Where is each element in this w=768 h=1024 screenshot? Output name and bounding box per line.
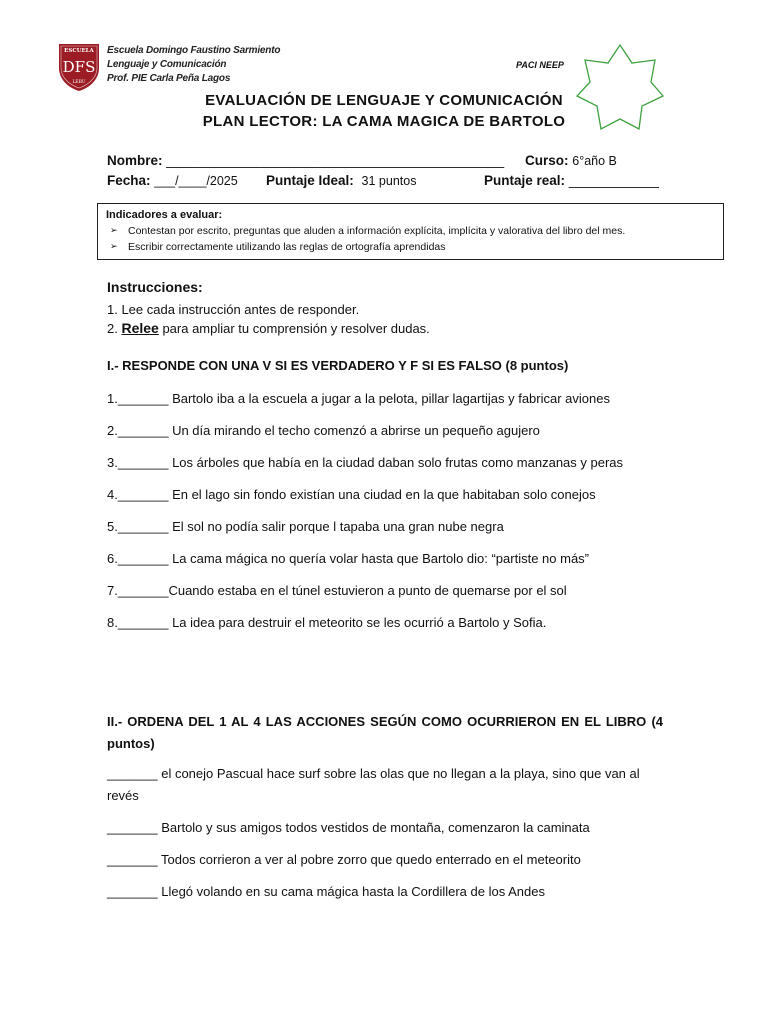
teacher-name: Prof. PIE Carla Peña Lagos — [107, 73, 231, 84]
section-1-heading: I.- RESPONDE CON UNA V SI ES VERDADERO Y F SI ES FALSO (8 puntos) — [107, 358, 569, 373]
paci-label: PACI NEEP — [516, 60, 564, 70]
order-item-2: _______ Bartolo y sus amigos todos vestidos de montaña, comenzaron la caminata — [107, 820, 590, 835]
arrow-bullet-icon: ➢ — [110, 225, 118, 235]
indicator-text: Escribir correctamente utilizando las reglas de ortografía aprendidas — [128, 241, 446, 253]
order-item-4: _______ Llegó volando en su cama mágica hasta la Cordillera de los Andes — [107, 884, 545, 899]
instruction-2-bold: Relee — [121, 320, 159, 336]
arrow-bullet-icon: ➢ — [110, 241, 118, 251]
school-logo-icon — [57, 42, 101, 92]
question-2: 2._______ Un día mirando el techo comenzó a abrirse un pequeño agujero — [107, 423, 540, 438]
indicators-title: Indicadores a evaluar: — [106, 209, 223, 221]
order-item-1: _______ el conejo Pascual hace surf sobre las olas que no llegan a la playa, sino que van al revés — [107, 766, 640, 803]
instruction-2 — [107, 320, 430, 336]
curso-value: 6°año B — [572, 154, 617, 168]
puntaje-real-field[interactable]: ____________ — [568, 173, 659, 188]
logo-text-top: ESCUELA — [64, 48, 94, 54]
instruction-2-prefix: 2. — [107, 321, 122, 336]
question-4: 4._______ En el lago sin fondo existían una ciudad en la que habitaban solo conejos — [107, 487, 596, 502]
puntaje-ideal-value: 31 puntos — [361, 174, 417, 188]
title-line-2: PLAN LECTOR: LA CAMA MAGICA DE BARTOLO — [202, 113, 566, 130]
fecha-row — [107, 173, 238, 188]
instructions-heading: Instrucciones: — [107, 279, 203, 295]
subject-name: Lenguaje y Comunicación — [107, 59, 227, 70]
question-7: 7._______Cuando estaba en el túnel estuvieron a punto de quemarse por el sol — [107, 583, 567, 598]
puntaje-real-row — [484, 173, 659, 188]
curso-label: Curso: — [525, 153, 569, 168]
question-8: 8._______ La idea para destruir el meteorito se les ocurrió a Bartolo y Sofia. — [107, 615, 547, 630]
indicators-box — [97, 203, 724, 260]
section-2-heading: II.- ORDENA DEL 1 AL 4 LAS ACCIONES SEGÚN COMO OCURRIERON EN EL LIBRO (4 puntos) — [107, 714, 663, 751]
indicator-item — [110, 225, 626, 237]
puntaje-real-label: Puntaje real: — [484, 173, 566, 188]
nombre-row — [107, 153, 504, 168]
puntaje-ideal-label: Puntaje Ideal: — [266, 173, 354, 188]
question-1: 1._______ Bartolo iba a la escuela a jugar a la pelota, pillar lagartijas y fabricar aviones — [107, 391, 610, 406]
title-line-1: EVALUACIÓN DE LENGUAJE Y COMUNICACIÓN — [205, 92, 563, 109]
indicator-text: Contestan por escrito, preguntas que aluden a información explícita, implícita y valorativa del libro del mes. — [128, 225, 626, 237]
instruction-1: 1. Lee cada instrucción antes de responder. — [107, 302, 360, 317]
fecha-label: Fecha: — [107, 173, 151, 188]
curso-row — [525, 153, 617, 168]
order-item-3: _______ Todos corrieron a ver al pobre zorro que quedo enterrado en el meteorito — [107, 852, 581, 867]
fecha-field[interactable]: ___/____/2025 — [154, 174, 238, 188]
puntaje-ideal-row — [266, 173, 416, 188]
nombre-label: Nombre: — [107, 153, 163, 168]
question-5: 5._______ El sol no podía salir porque l tapaba una gran nube negra — [107, 519, 504, 534]
logo-text-bottom: LEBU — [72, 80, 86, 85]
nombre-field[interactable]: _____________________________________________ — [166, 153, 505, 168]
question-3: 3._______ Los árboles que había en la ciudad daban solo frutas como manzanas y peras — [107, 455, 624, 470]
question-6: 6._______ La cama mágica no quería volar hasta que Bartolo dio: “partiste no más” — [107, 551, 590, 566]
school-name: Escuela Domingo Faustino Sarmiento — [107, 45, 281, 56]
instruction-2-rest: para ampliar tu comprensión y resolver dudas. — [158, 321, 430, 336]
indicator-item — [110, 241, 446, 253]
logo-text-mid: DFS — [62, 58, 96, 76]
